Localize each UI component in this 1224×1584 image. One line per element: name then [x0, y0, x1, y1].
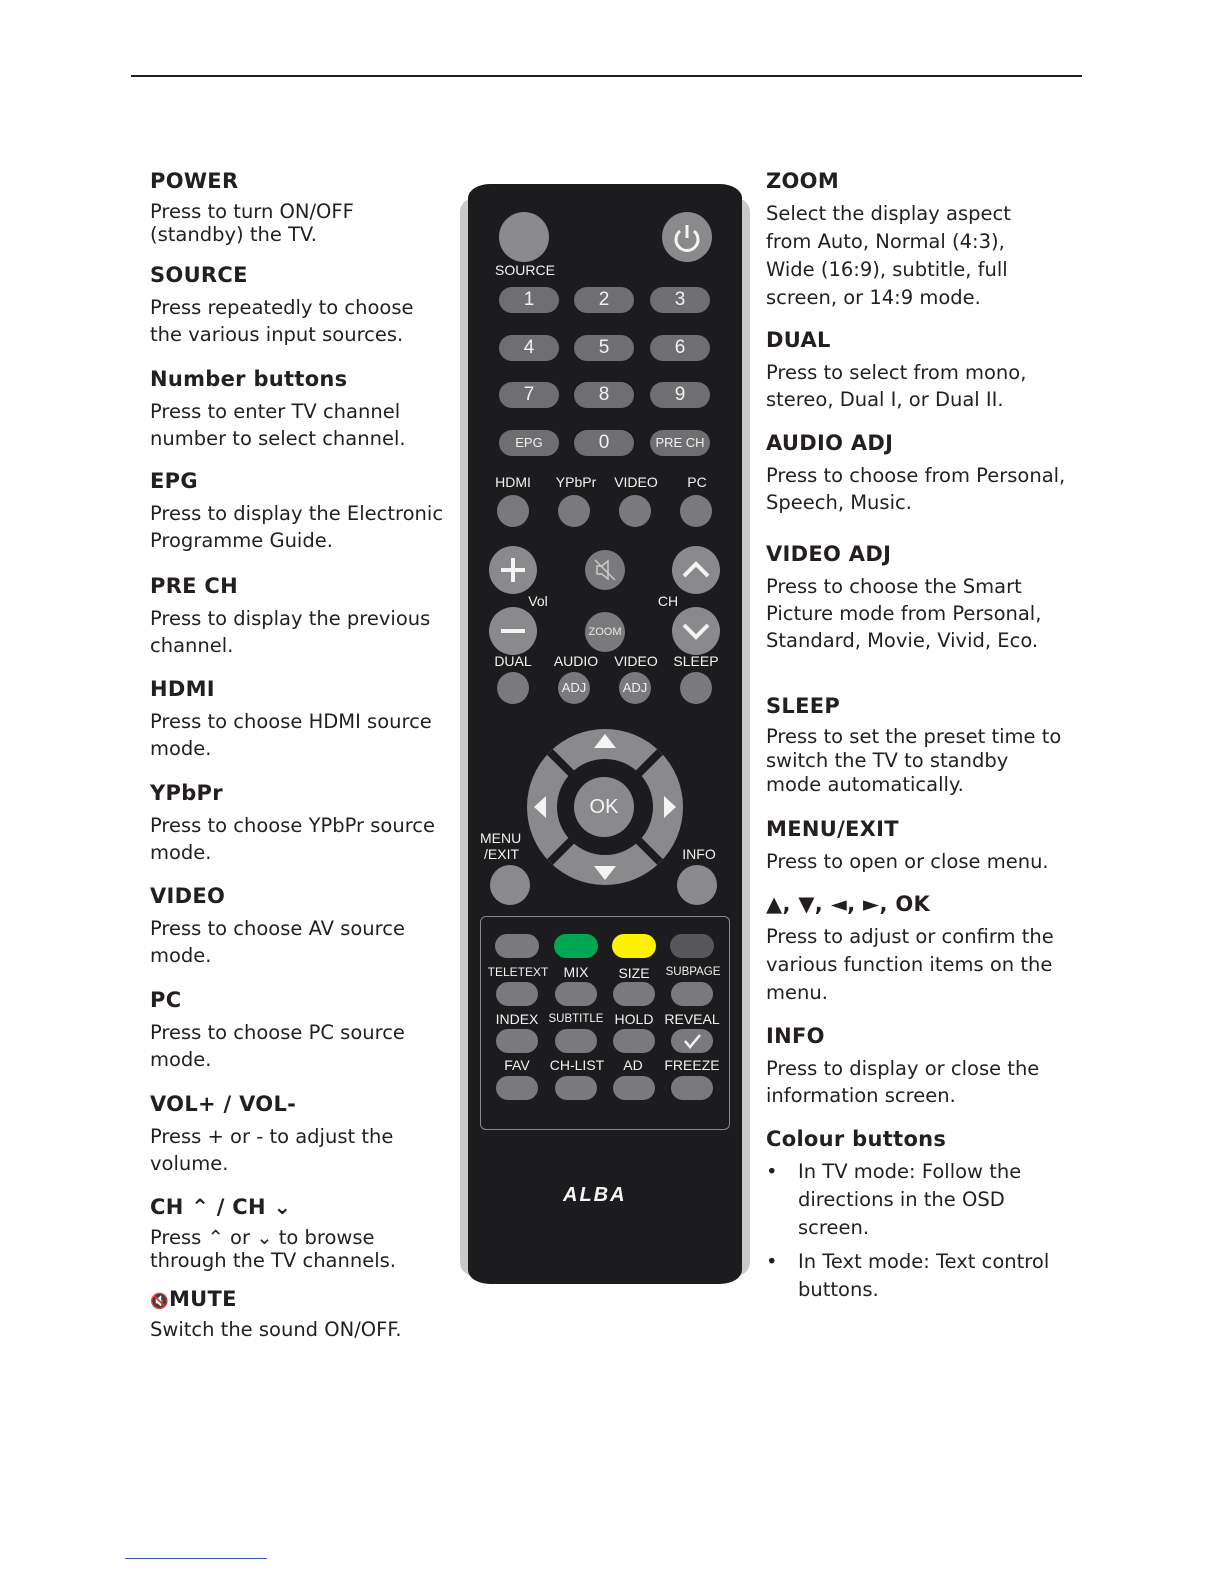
- section-audio-adj: [766, 430, 1086, 516]
- freeze-label: FREEZE: [664, 1057, 720, 1073]
- number-1-button[interactable]: 1: [499, 287, 559, 313]
- section-title: YPbPr: [150, 781, 223, 805]
- video-button[interactable]: [619, 495, 651, 527]
- prech-button[interactable]: PRE CH: [650, 430, 710, 456]
- section-text: Press ⌃ or ⌄ to browse through the TV channels.: [150, 1226, 396, 1272]
- section-menu-exit: [766, 816, 1086, 875]
- section-text: Press to choose from Personal, Speech, Music.: [766, 464, 1066, 514]
- section-title: EPG: [150, 469, 198, 493]
- source-label: SOURCE: [495, 262, 555, 278]
- section-text: Press to display or close the information screen.: [766, 1057, 1040, 1107]
- ypbpr-label: YPbPr: [555, 474, 597, 490]
- section-power: [150, 168, 450, 246]
- section-navigation: [766, 891, 1086, 1007]
- section-title: Number buttons: [150, 367, 348, 391]
- remote-control: [460, 184, 750, 1292]
- index-button[interactable]: [496, 1029, 538, 1053]
- teletext-label: TELETEXT: [487, 965, 549, 979]
- section-text: Press to set the preset time to switch the TV to standby mode automatically.: [766, 725, 1062, 796]
- section-sleep: [766, 693, 1086, 797]
- mute-icon: [585, 550, 625, 590]
- vol-label: Vol: [528, 593, 548, 609]
- section-title: VIDEO: [150, 884, 226, 908]
- number-2-button[interactable]: 2: [574, 287, 634, 313]
- number-9-button[interactable]: 9: [650, 382, 710, 408]
- chevron-down-icon: [672, 607, 720, 655]
- section-pc: [150, 987, 450, 1073]
- freeze-button[interactable]: [671, 1076, 713, 1100]
- number-4-button[interactable]: 4: [499, 335, 559, 361]
- subpage-button[interactable]: [671, 982, 713, 1006]
- section-text: Press to choose HDMI source mode.: [150, 710, 432, 760]
- pc-button[interactable]: [680, 495, 712, 527]
- source-button[interactable]: [499, 212, 549, 262]
- ad-button[interactable]: [613, 1076, 655, 1100]
- section-title: PC: [150, 988, 182, 1012]
- power-button[interactable]: [662, 212, 712, 262]
- fav-button[interactable]: [496, 1076, 538, 1100]
- subtitle-button[interactable]: [555, 1029, 597, 1053]
- video-adj-button[interactable]: ADJ: [619, 672, 651, 704]
- list-item: • In TV mode: Follow the directions in the OSD screen.: [766, 1158, 1048, 1242]
- section-title: VIDEO ADJ: [766, 542, 892, 566]
- section-channel: [150, 1194, 450, 1272]
- ch-label: CH: [657, 593, 679, 609]
- section-title: POWER: [150, 169, 239, 193]
- section-source: [150, 262, 450, 348]
- blue-colour-button[interactable]: [670, 934, 714, 958]
- ok-button[interactable]: OK: [574, 777, 634, 837]
- mix-label: MIX: [563, 964, 589, 980]
- zoom-button[interactable]: ZOOM: [585, 612, 625, 652]
- hold-label: HOLD: [614, 1011, 654, 1027]
- section-text: Press to choose YPbPr source mode.: [150, 814, 436, 864]
- vol-down-button[interactable]: [489, 607, 537, 655]
- section-colour-buttons: [766, 1126, 1086, 1310]
- audio-adj-button[interactable]: ADJ: [558, 672, 590, 704]
- hold-button[interactable]: [613, 1029, 655, 1053]
- vol-up-button[interactable]: [489, 546, 537, 594]
- check-icon: [671, 1029, 713, 1053]
- section-title: ZOOM: [766, 169, 840, 193]
- section-text: Press + or - to adjust the volume.: [150, 1125, 394, 1175]
- section-prech: [150, 573, 450, 659]
- section-title: HDMI: [150, 677, 215, 701]
- remote-body: [468, 184, 742, 1284]
- sleep-label: SLEEP: [673, 653, 719, 669]
- section-text: Press repeatedly to choose the various input sources.: [150, 296, 414, 346]
- reveal-button[interactable]: [671, 1029, 713, 1053]
- ch-list-button[interactable]: [555, 1076, 597, 1100]
- section-title: DUAL: [766, 328, 831, 352]
- section-text: Press to display the previous channel.: [150, 607, 431, 657]
- reveal-label: REVEAL: [664, 1011, 720, 1027]
- section-video: [150, 883, 450, 969]
- section-title: VOL+ / VOL-: [150, 1092, 297, 1116]
- section-mute: [150, 1286, 450, 1343]
- section-hdmi: [150, 676, 450, 762]
- section-info: [766, 1023, 1086, 1109]
- hdmi-button[interactable]: [497, 495, 529, 527]
- section-title: PRE CH: [150, 574, 239, 598]
- video-adj-label: VIDEO: [614, 653, 658, 669]
- minus-icon: [489, 607, 537, 655]
- section-title: 🔇MUTE: [150, 1287, 237, 1311]
- size-label: SIZE: [618, 965, 650, 981]
- section-text: Switch the sound ON/OFF.: [150, 1318, 402, 1341]
- section-volume: [150, 1091, 450, 1177]
- section-title: CH ⌃ / CH ⌄: [150, 1195, 292, 1219]
- teletext-button[interactable]: [496, 982, 538, 1006]
- section-number-buttons: [150, 366, 450, 452]
- number-8-button[interactable]: 8: [574, 382, 634, 408]
- section-text: Press to adjust or confirm the various function items on the menu.: [766, 925, 1054, 1004]
- sleep-button[interactable]: [680, 672, 712, 704]
- bottom-rule: [125, 1558, 267, 1559]
- dual-button[interactable]: [497, 672, 529, 704]
- section-text: Select the display aspect from Auto, Normal (4:3), Wide (16:9), subtitle, full screen, or 14:9 mode.: [766, 202, 1011, 309]
- menu-exit-button[interactable]: [490, 865, 530, 905]
- section-title: AUDIO ADJ: [766, 431, 894, 455]
- plus-icon: [489, 546, 537, 594]
- section-title: MENU/EXIT: [766, 817, 899, 841]
- number-0-button[interactable]: 0: [574, 430, 634, 456]
- info-label: INFO: [682, 846, 716, 862]
- size-button[interactable]: [613, 982, 655, 1006]
- section-title: Colour buttons: [766, 1127, 947, 1151]
- brand-logo: ALBA: [563, 1184, 627, 1206]
- red-colour-button[interactable]: [495, 934, 539, 958]
- menu-label: MENU: [480, 830, 522, 846]
- top-rule: [131, 75, 1082, 77]
- ad-label: AD: [623, 1057, 643, 1073]
- yellow-colour-button[interactable]: [612, 934, 656, 958]
- hdmi-label: HDMI: [495, 474, 531, 490]
- pc-label: PC: [687, 474, 707, 490]
- index-label: INDEX: [495, 1011, 539, 1027]
- list-item: • In Text mode: Text control buttons.: [766, 1248, 1058, 1304]
- bullet-list: [766, 1158, 1086, 1304]
- number-7-button[interactable]: 7: [499, 382, 559, 408]
- epg-button[interactable]: EPG: [499, 430, 559, 456]
- mute-icon: 🔇: [150, 1292, 169, 1310]
- section-text: Press to choose PC source mode.: [150, 1021, 405, 1071]
- section-title: SLEEP: [766, 694, 841, 718]
- fav-label: FAV: [504, 1057, 530, 1073]
- section-video-adj: [766, 541, 1086, 654]
- audio-label: AUDIO: [553, 653, 599, 669]
- section-text: Press to open or close menu.: [766, 850, 1049, 873]
- info-button[interactable]: [677, 865, 717, 905]
- ch-list-label: CH-LIST: [549, 1057, 605, 1073]
- number-6-button[interactable]: 6: [650, 335, 710, 361]
- ypbpr-button[interactable]: [558, 495, 590, 527]
- section-title: SOURCE: [150, 263, 248, 287]
- section-text: Press to display the Electronic Programme Guide.: [150, 502, 444, 552]
- section-zoom: [766, 168, 1086, 312]
- mute-button[interactable]: [585, 550, 625, 590]
- section-dual: [766, 327, 1086, 413]
- subtitle-label: SUBTITLE: [548, 1013, 604, 1025]
- power-icon: [662, 212, 712, 262]
- number-3-button[interactable]: 3: [650, 287, 710, 313]
- section-epg: [150, 468, 450, 554]
- video-label: VIDEO: [614, 474, 658, 490]
- mix-button[interactable]: [555, 982, 597, 1006]
- green-colour-button[interactable]: [554, 934, 598, 958]
- dual-label: DUAL: [494, 653, 532, 669]
- number-5-button[interactable]: 5: [574, 335, 634, 361]
- section-text: Press to enter TV channel number to select channel.: [150, 400, 406, 450]
- ch-up-button[interactable]: [672, 546, 720, 594]
- subpage-label: SUBPAGE: [665, 966, 721, 978]
- exit-label: /EXIT: [484, 846, 520, 862]
- section-text: Press to choose AV source mode.: [150, 917, 405, 967]
- section-text: Press to choose the Smart Picture mode from Personal, Standard, Movie, Vivid, Eco.: [766, 575, 1042, 652]
- section-text: Press to select from mono, stereo, Dual I, or Dual II.: [766, 361, 1027, 411]
- section-title: INFO: [766, 1024, 825, 1048]
- section-ypbpr: [150, 780, 450, 866]
- chevron-up-icon: [672, 546, 720, 594]
- section-title: ▲, ▼, ◄, ►, OK: [766, 892, 931, 916]
- ch-down-button[interactable]: [672, 607, 720, 655]
- section-text: Press to turn ON/OFF (standby) the TV.: [150, 200, 354, 246]
